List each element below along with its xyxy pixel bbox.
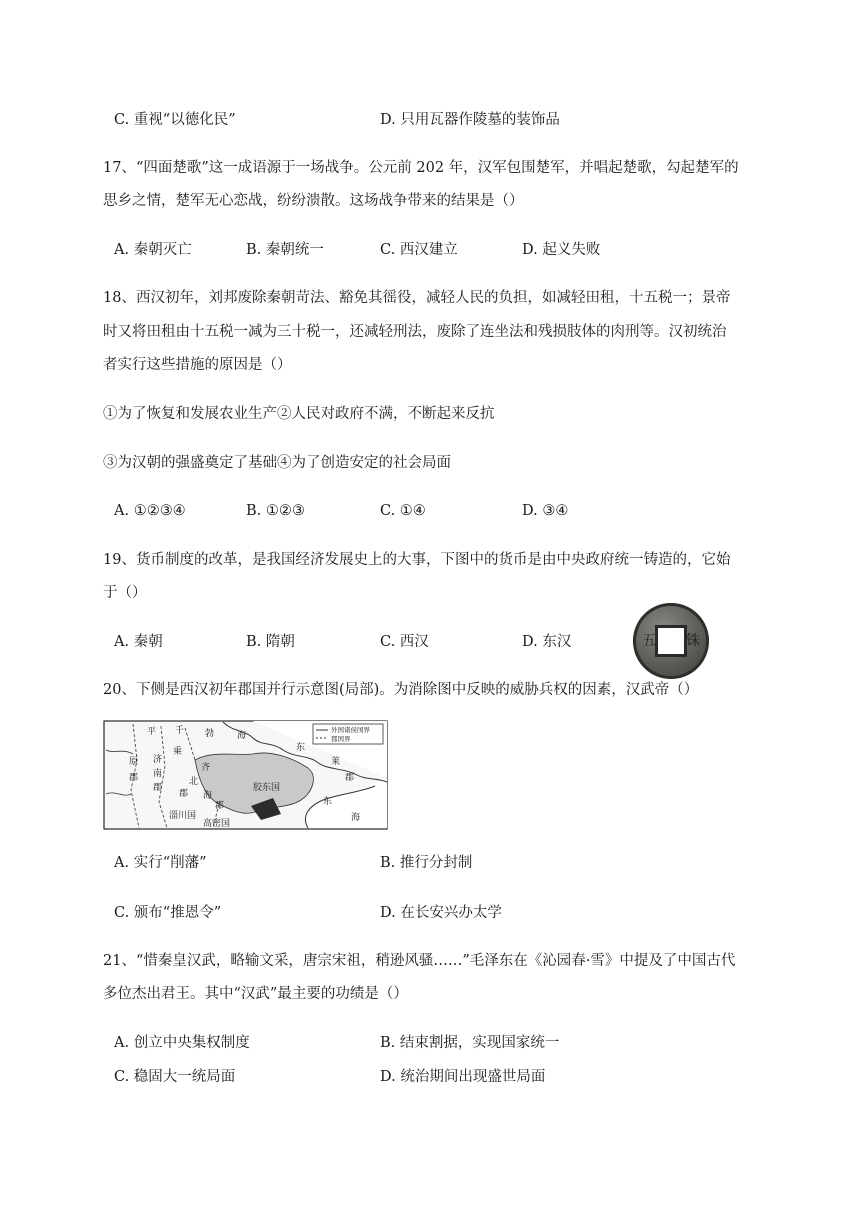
map-label-dong-1: 东 (296, 743, 306, 753)
map-figure (103, 720, 388, 830)
map-label-jun-4: 郡 (215, 801, 225, 811)
q19-option-c[interactable]: C. 西汉 (380, 634, 429, 650)
q21-option-a[interactable]: A. 创立中央集权制度 (114, 1035, 250, 1051)
map-label-ping: 平 (147, 727, 157, 737)
q20-option-a[interactable]: A. 实行“削藩” (114, 855, 207, 871)
map-label-nan: 南 (153, 769, 163, 779)
map-label-jun-3: 郡 (179, 789, 189, 799)
q19-option-a[interactable]: A. 秦朝 (114, 634, 163, 650)
map-label-jun-east: 郡 (345, 773, 355, 783)
q17-stem-line-1: 17、“四面楚歌”这一成语源于一场战争。公元前 202 年，汉军包围楚军，并唱起楚歌，勾起楚军的 (103, 160, 739, 176)
map-label-qian: 千 (175, 726, 185, 736)
q18-option-d[interactable]: D. ③④ (522, 503, 569, 519)
q18-option-a[interactable]: A. ①②③④ (114, 503, 186, 519)
q21-stem-line-1: 21、“惜秦皇汉武，略输文采，唐宗宋祖，稍逊风骚……”毛泽东在《沁园春·雪》中提及了中国古代 (103, 953, 736, 969)
q16-option-c[interactable]: C. 重视“以德化民” (114, 112, 236, 128)
map-label-hai-2: 海 (203, 791, 213, 801)
q18-option-b[interactable]: B. ①②③ (246, 503, 305, 519)
q17-option-b[interactable]: B. 秦朝统一 (246, 242, 324, 258)
map-label-hai-1: 海 (237, 731, 247, 741)
coin-square-hole (658, 628, 684, 654)
western-han-commanderies-map (103, 720, 388, 830)
q20-option-c[interactable]: C. 颁布“推恩令” (114, 905, 222, 921)
map-label-hai-3: 海 (351, 813, 361, 823)
map-label-jun-2: 郡 (153, 783, 163, 793)
map-label-jiaodong: 胶东国 (253, 783, 281, 793)
q18-stem-line-3: 者实行这些措施的原因是（） (103, 357, 292, 373)
q19-stem-line-2: 于（） (103, 585, 147, 601)
map-label-jun-1: 郡 (129, 773, 139, 783)
q21-option-b[interactable]: B. 结束割据，实现国家统一 (380, 1035, 560, 1051)
map-label-dong-2: 东 (323, 797, 333, 807)
map-label-lai: 莱 (331, 757, 341, 767)
q17-option-d[interactable]: D. 起义失败 (522, 242, 601, 258)
q20-option-d[interactable]: D. 在长安兴办太学 (380, 905, 502, 921)
map-label-cheng: 乘 (173, 747, 183, 757)
map-legend-2: 郡国界 (331, 735, 351, 743)
q21-option-d[interactable]: D. 统治期间出现盛世局面 (380, 1069, 546, 1085)
q19-option-d[interactable]: D. 东汉 (522, 634, 572, 650)
map-label-yuan: 原 (129, 757, 139, 767)
q18-statement-1: ①为了恢复和发展农业生产②人民对政府不满，不断起来反抗 (103, 406, 495, 422)
coin-char-left: 五 (642, 633, 656, 649)
map-label-ji: 济 (153, 755, 163, 765)
q19-stem-line-1: 19、货币制度的改革，是我国经济发展史上的大事，下图中的货币是由中央政府统一铸造的，它始 (103, 552, 731, 568)
q19-option-b[interactable]: B. 隋朝 (246, 634, 295, 650)
q17-stem-line-2: 思乡之情，楚军无心恋战，纷纷溃散。这场战争带来的结果是（） (103, 193, 524, 209)
map-label-bei: 北 (189, 777, 199, 787)
coin-char-right: 铢 (686, 633, 700, 649)
q17-option-a[interactable]: A. 秦朝灭亡 (114, 242, 192, 258)
q21-stem-line-2: 多位杰出君王。其中“汉武”最主要的功绩是（） (103, 986, 408, 1002)
q20-stem-line-1: 20、下侧是西汉初年郡国并行示意图(局部)。为消除图中反映的威胁兵权的因素，汉武帝（） (103, 682, 699, 698)
map-label-qi: 齐 (201, 763, 211, 773)
q20-option-b[interactable]: B. 推行分封制 (380, 855, 473, 871)
q18-stem-line-1: 18、西汉初年，刘邦废除秦朝苛法、豁免其徭役，减轻人民的负担，如减轻田租，十五税一；景帝 (103, 290, 731, 306)
q16-option-d[interactable]: D. 只用瓦器作陵墓的装饰品 (380, 112, 560, 128)
wuzhu-coin-image (633, 603, 709, 679)
q18-statement-2: ③为汉朝的强盛奠定了基础④为了创造安定的社会局面 (103, 455, 451, 471)
q21-option-c[interactable]: C. 稳固大一统局面 (114, 1069, 236, 1085)
map-label-bo: 勃 (205, 729, 215, 739)
q17-option-c[interactable]: C. 西汉建立 (380, 242, 458, 258)
q18-stem-line-2: 时又将田租由十五税一减为三十税一，还减轻刑法，废除了连坐法和残损肢体的肉刑等。汉初统治 (103, 324, 727, 340)
map-label-gaomi: 高密国 (203, 819, 231, 829)
q18-option-c[interactable]: C. ①④ (380, 503, 426, 519)
map-label-zichuan: 淄川国 (169, 811, 197, 821)
map-legend-1: 外国诸侯国界 (331, 726, 370, 734)
